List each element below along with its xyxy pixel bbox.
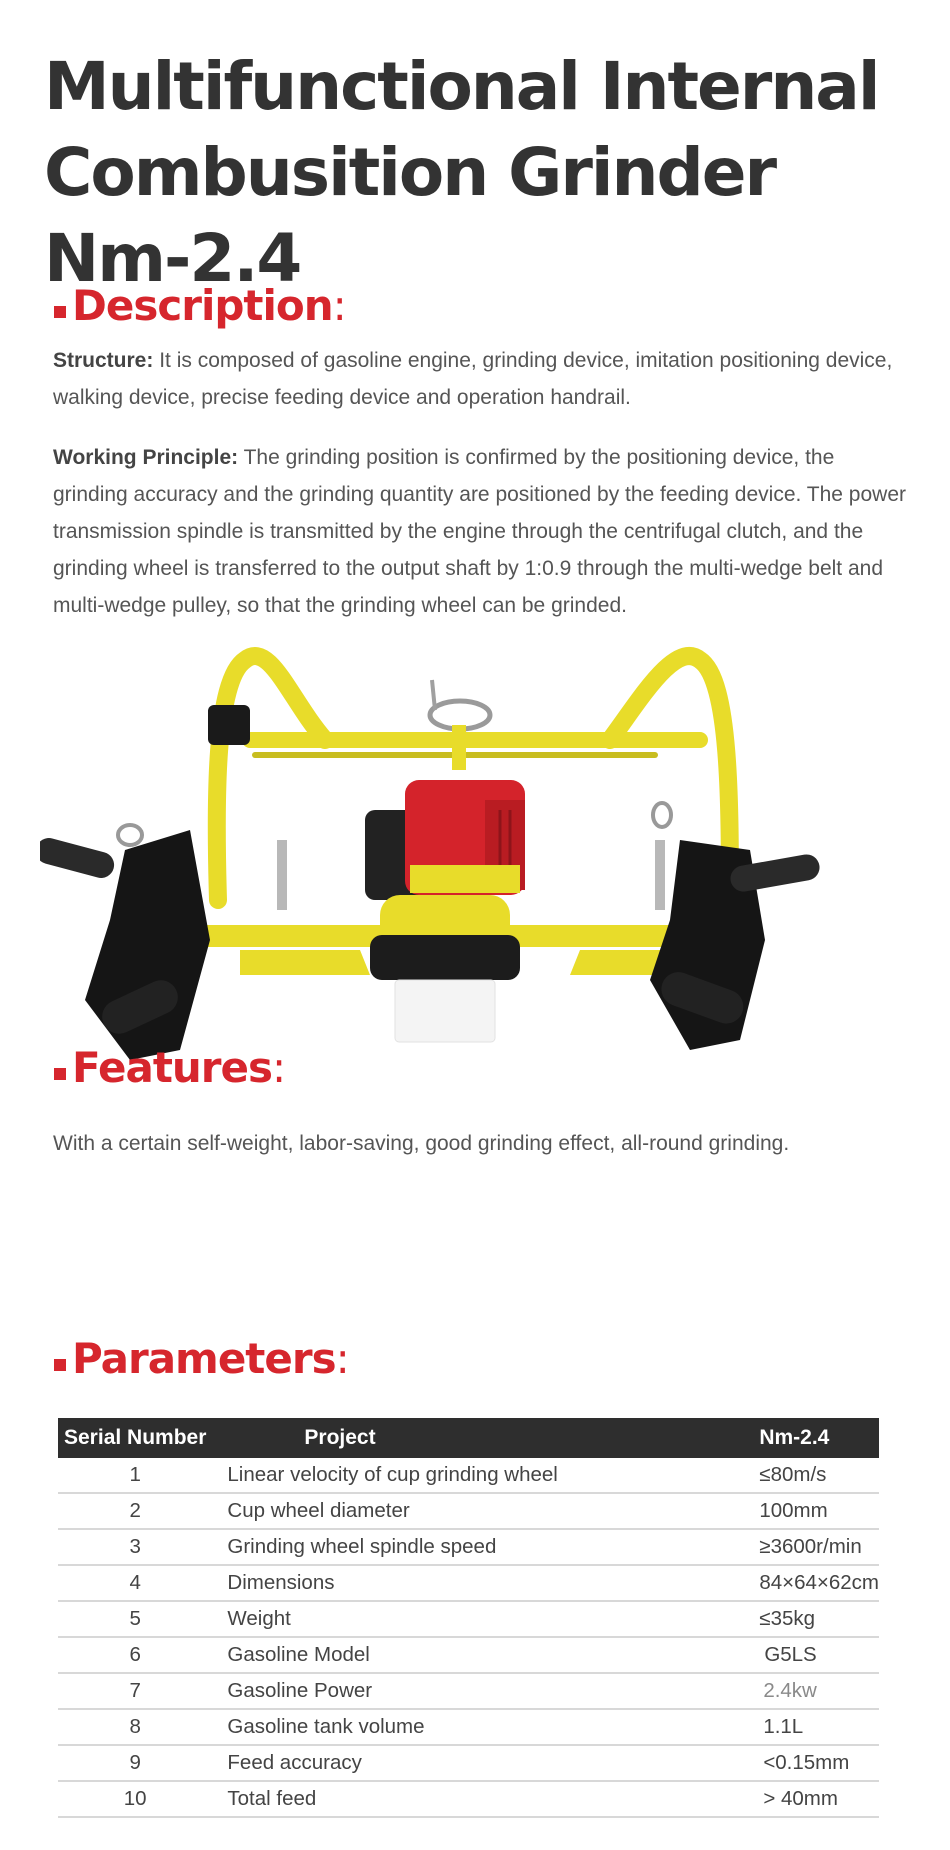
parameters-table (58, 1418, 879, 1818)
cell-value: 100mm (759, 1493, 879, 1529)
page-title (44, 44, 924, 302)
working-principle-text: The grinding position is confirmed by the positioning device, the grinding accuracy and the grinding quantity are positioned by the feeding device. The power transmission spindle is transmitted by the engine through the centrifugal clutch, and the grinding wheel is transferred to the output shaft by 1:0.9 through the multi-wedge belt and multi-wedge pulley, so that the grinding wheel can be grinded. (53, 446, 907, 617)
structure-label: Structure: (53, 349, 154, 372)
cell-project: Gasoline Power (212, 1673, 759, 1709)
cell-value: ≤80m/s (759, 1458, 879, 1493)
cell-value: > 40mm (759, 1781, 879, 1817)
square-bullet-icon (54, 1068, 66, 1080)
cell-project: Gasoline tank volume (212, 1709, 759, 1745)
cell-project: Weight (212, 1601, 759, 1637)
cell-value: 84×64×62cm (759, 1565, 879, 1601)
cell-value: ≤35kg (759, 1601, 879, 1637)
engine-block (365, 780, 525, 900)
table-row (58, 1458, 879, 1493)
table-row (58, 1709, 879, 1745)
table-row (58, 1637, 879, 1673)
description-heading: Description: (54, 281, 346, 331)
cell-project: Cup wheel diameter (212, 1493, 759, 1529)
square-bullet-icon (54, 306, 66, 318)
cell-serial: 2 (58, 1493, 212, 1529)
square-bullet-icon (54, 1359, 66, 1371)
table-row (58, 1565, 879, 1601)
cell-value: 2.4kw (759, 1673, 879, 1709)
cell-serial: 4 (58, 1565, 212, 1601)
features-text: With a certain self-weight, labor-saving, good grinding effect, all-round grinding. (53, 1132, 790, 1155)
table-row (58, 1745, 879, 1781)
cell-project: Gasoline Model (212, 1637, 759, 1673)
cell-project: Linear velocity of cup grinding wheel (212, 1458, 759, 1493)
cell-value: <0.15mm (759, 1745, 879, 1781)
table-row (58, 1601, 879, 1637)
table-row (58, 1781, 879, 1817)
cell-value: 1.1L (759, 1709, 879, 1745)
parameters-heading: Parameters: (54, 1334, 349, 1384)
cell-value: G5LS (759, 1637, 879, 1673)
cell-serial: 8 (58, 1709, 212, 1745)
cell-serial: 3 (58, 1529, 212, 1565)
features-heading: Features: (54, 1043, 285, 1093)
table-header-row (58, 1418, 879, 1458)
cell-serial: 7 (58, 1673, 212, 1709)
cell-project: Grinding wheel spindle speed (212, 1529, 759, 1565)
working-principle-label: Working Principle: (53, 446, 239, 469)
column-header-project: Project (212, 1418, 759, 1458)
cell-serial: 6 (58, 1637, 212, 1673)
cell-project: Feed accuracy (212, 1745, 759, 1781)
cell-project: Total feed (212, 1781, 759, 1817)
left-walking-assembly (40, 825, 210, 1060)
column-header-serial: Serial Number (58, 1418, 212, 1458)
table-row (58, 1493, 879, 1529)
cell-project: Dimensions (212, 1565, 759, 1601)
structure-paragraph (53, 342, 913, 416)
structure-text: It is composed of gasoline engine, grinding device, imitation positioning device, walking device, precise feeding device and operation handrail. (53, 349, 893, 409)
table-row (58, 1673, 879, 1709)
cell-value: ≥3600r/min (759, 1529, 879, 1565)
cell-serial: 1 (58, 1458, 212, 1493)
column-header-model: Nm-2.4 (759, 1418, 879, 1458)
page-title-line-2: Combusition Grinder Nm-2.4 (44, 134, 776, 297)
cell-serial: 10 (58, 1781, 212, 1817)
table-row (58, 1529, 879, 1565)
grinding-head (370, 935, 520, 1042)
cell-serial: 9 (58, 1745, 212, 1781)
cell-serial: 5 (58, 1601, 212, 1637)
handle-grip-left (208, 705, 250, 745)
working-principle-paragraph (53, 439, 913, 624)
page-title-line-1: Multifunctional Internal (44, 48, 879, 125)
